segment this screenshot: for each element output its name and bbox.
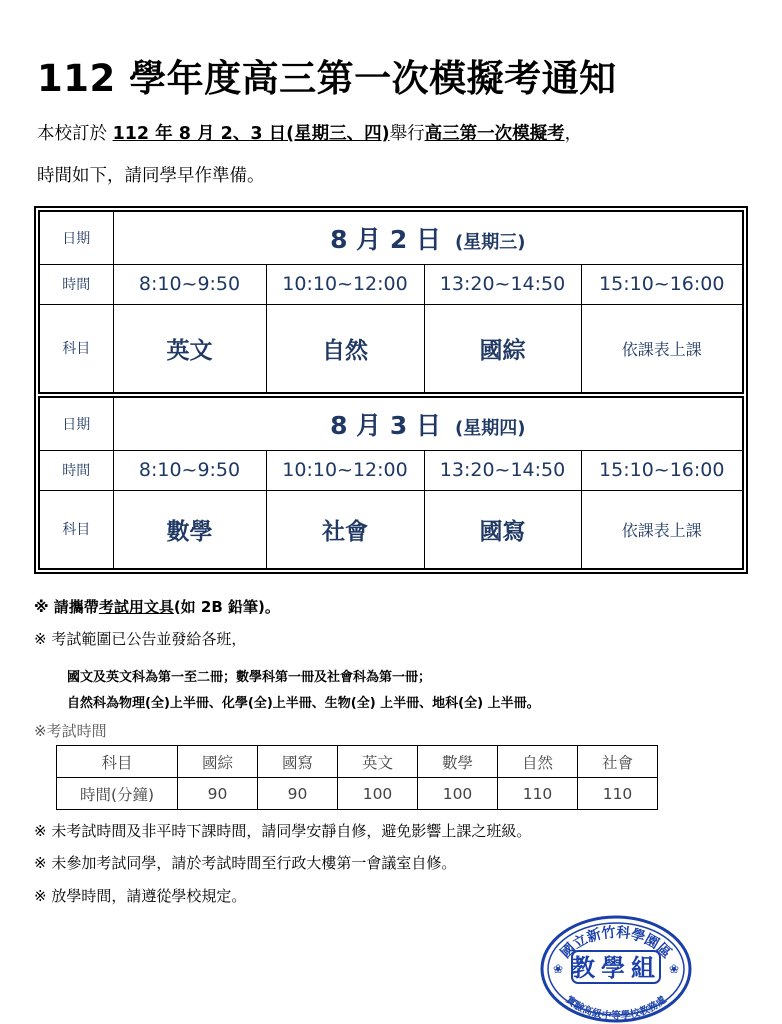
time-label: 時間 [40,450,113,490]
intro-mid: 舉行 [389,124,425,144]
day-1-subject-1: 英文 [113,304,266,392]
intro-line-1 [37,120,582,145]
day-1-block [38,210,744,394]
day-1-date [113,212,742,264]
day-2-subject-3: 國寫 [424,490,581,568]
exam-minutes-3: 100 [338,778,418,810]
note-scope-detail-1: 國文及英文科為第一至二冊；數學科第一冊及社會科為第一冊； [67,670,432,685]
note-stationery-underlined: 考試用文具 [98,598,174,616]
exam-minutes-1: 90 [178,778,258,810]
subject-label: 科目 [40,304,113,392]
day-1-weekday: (星期三) [454,231,526,253]
day-2-time-4: 15:10~16:00 [581,450,742,490]
note-scope-detail-2: 自然科為物理(全)上半冊、化學(全)上半冊、生物(全) 上半冊、地科(全) 上半冊。 [67,696,540,711]
table-row [57,746,658,778]
note-absent-students: ※ 未參加考試同學，請於考試時間至行政大樓第一會議室自修。 [34,854,457,872]
day-1-time-2: 10:10~12:00 [266,264,424,304]
day-1-subject-4: 依課表上課 [581,304,742,392]
day-2-subject-4: 依課表上課 [581,490,742,568]
note-stationery-suffix: (如 2B 鉛筆)。 [173,598,280,616]
intro-suffix: ， [564,124,583,144]
day-2-subject-1: 數學 [113,490,266,568]
seal-top-path: 國立新竹科學園區 [557,924,675,962]
exam-time-table [56,745,658,810]
day-1-time-1: 8:10~9:50 [113,264,266,304]
exam-minutes-6: 110 [578,778,658,810]
page-title: 112 學年度高三第一次模擬考通知 [37,57,617,100]
seal-center-text: 教學組 [571,953,661,982]
row-header-minutes: 時間(分鐘) [57,778,178,810]
exam-subject-3: 英文 [338,746,418,778]
exam-minutes-2: 90 [258,778,338,810]
day-1-time-3: 13:20~14:50 [424,264,581,304]
subject-label: 科目 [40,490,113,568]
exam-event: 高三第一次模擬考 [424,124,565,144]
day-1-time-4: 15:10~16:00 [581,264,742,304]
exam-subject-6: 社會 [578,746,658,778]
exam-subject-2: 國寫 [258,746,338,778]
day-2-subject-2: 社會 [266,490,424,568]
intro-prefix: 本校訂於 [37,124,113,144]
date-label: 日期 [40,212,113,264]
exam-dates: 112 年 8 月 2、3 日(星期三、四) [112,124,390,144]
seal-bottom-text [563,993,668,1022]
day-1-date-text: 8 月 2 日 [330,224,441,254]
day-2-time-3: 13:20~14:50 [424,450,581,490]
table-row [57,778,658,810]
day-2-time-2: 10:10~12:00 [266,450,424,490]
note-scope: ※ 考試範圍已公告並發給各班， [34,630,247,648]
exam-minutes-4: 100 [418,778,498,810]
day-2-block [38,396,744,570]
date-label: 日期 [40,398,113,450]
note-self-study: ※ 未考試時間及非平時下課時間，請同學安靜自修，避免影響上課之班級。 [34,822,532,840]
day-2-date [113,398,742,450]
note-stationery-prefix: ※ 請攜帶 [34,598,99,616]
day-2-time-1: 8:10~9:50 [113,450,266,490]
time-label: 時間 [40,264,113,304]
exam-minutes-5: 110 [498,778,578,810]
office-seal [536,911,696,1023]
seal-star-right: ❀ [668,962,680,976]
row-header-subject: 科目 [57,746,178,778]
note-dismissal: ※ 放學時間，請遵從學校規定。 [34,887,247,905]
exam-subject-4: 數學 [418,746,498,778]
day-2-weekday: (星期四) [454,417,526,439]
day-1-subject-3: 國綜 [424,304,581,392]
day-1-subject-2: 自然 [266,304,424,392]
seal-star-left: ❀ [552,962,564,976]
day-2-date-text: 8 月 3 日 [330,410,441,440]
seal-bottom-path: 實驗高級中等學校教務處 [563,994,669,1022]
intro-line-2: 時間如下，請同學早作準備。 [37,166,265,186]
exam-subject-5: 自然 [498,746,578,778]
exam-subject-1: 國綜 [178,746,258,778]
note-stationery [34,596,280,617]
schedule-table [34,206,748,574]
note-exam-time-heading: ※考試時間 [34,722,107,740]
